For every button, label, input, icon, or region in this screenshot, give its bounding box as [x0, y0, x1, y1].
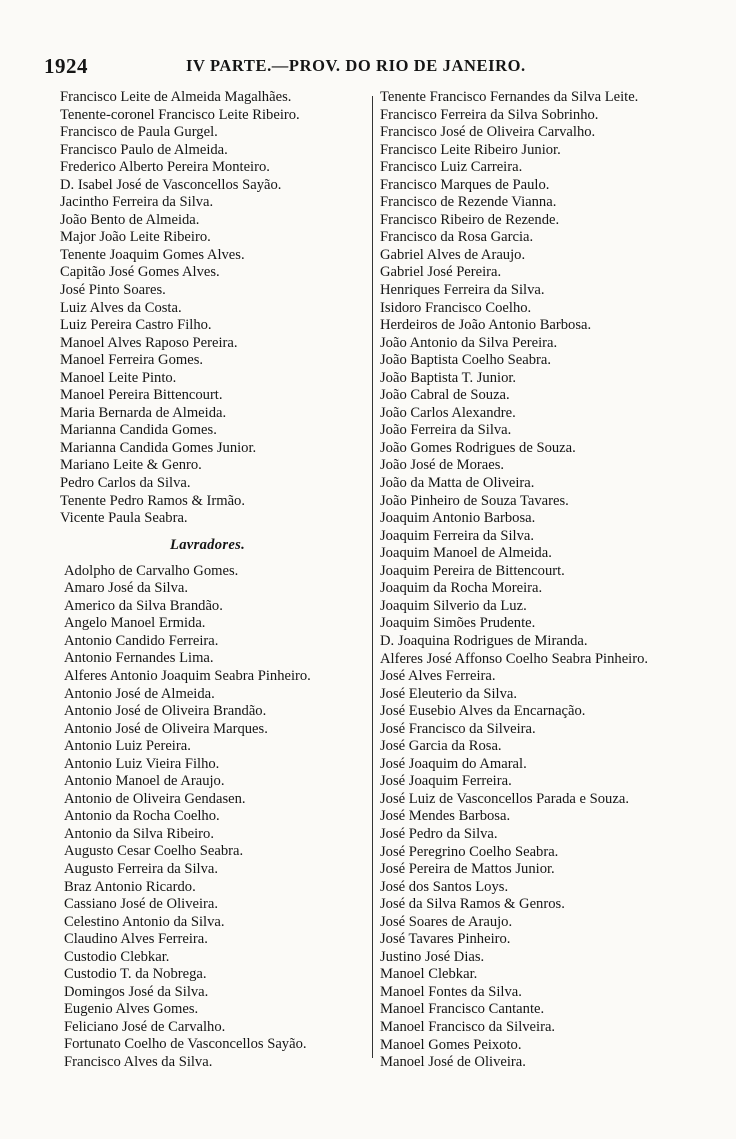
list-item: Pedro Carlos da Silva. [60, 475, 191, 492]
list-item: José Pedro da Silva. [380, 825, 498, 842]
list-item: Alferes José Affonso Coelho Seabra Pinheiro. [380, 650, 649, 667]
left-entries-bottom [60, 563, 385, 1072]
list-item: Francisco de Rezende Vianna. [380, 194, 557, 211]
list-item: Antonio José de Oliveira Brandão. [64, 703, 267, 720]
list-item: Joaquim Ferreira da Silva. [380, 527, 535, 544]
list-item: Antonio Fernandes Lima. [64, 650, 214, 667]
list-item: Francisco Luiz Carreira. [380, 159, 523, 176]
list-item: Fortunato Coelho de Vasconcellos Sayão. [64, 1036, 307, 1053]
list-item: Braz Antonio Ricardo. [64, 878, 196, 895]
list-item: Angelo Manoel Ermida. [64, 615, 206, 632]
list-item: Mariano Leite & Genro. [60, 457, 202, 474]
list-item: José Joaquim do Amaral. [380, 755, 527, 772]
list-item: Vicente Paula Seabra. [60, 510, 188, 527]
list-item: Antonio da Rocha Coelho. [64, 808, 220, 825]
list-item: Major João Leite Ribeiro. [60, 229, 211, 246]
list-item: Custodio T. da Nobrega. [64, 966, 207, 983]
list-item: Tenente Francisco Fernandes da Silva Leite. [380, 89, 639, 105]
list-item: João Carlos Alexandre. [380, 404, 516, 421]
list-item: Manoel Pereira Bittencourt. [60, 387, 223, 404]
list-item: D. Joaquina Rodrigues de Miranda. [380, 632, 588, 649]
list-item: Tenente Joaquim Gomes Alves. [60, 246, 245, 263]
list-item: Manoel Leite Pinto. [60, 369, 177, 386]
list-item: Marianna Candida Gomes Junior. [60, 439, 257, 456]
list-item: Francisco Leite Ribeiro Junior. [380, 141, 561, 158]
list-item: Americo da Silva Brandão. [64, 597, 223, 614]
list-item: Antonio José de Almeida. [64, 685, 215, 702]
list-item: José Pereira de Mattos Junior. [380, 861, 555, 878]
list-item: Manoel Alves Raposo Pereira. [60, 334, 238, 351]
list-item: Tenente Pedro Ramos & Irmão. [60, 492, 246, 509]
list-item: Manoel Gomes Peixoto. [380, 1036, 522, 1053]
list-item: Manoel Ferreira Gomes. [60, 352, 204, 369]
running-head: IV PARTE.—PROV. DO RIO DE JANEIRO. [186, 56, 526, 75]
list-item: Francisco José de Oliveira Carvalho. [380, 124, 596, 141]
list-item: João Bento de Almeida. [60, 211, 200, 228]
list-item: João Cabral de Souza. [380, 387, 510, 404]
list-item: Feliciano José de Carvalho. [64, 1018, 226, 1035]
list-item: Maria Bernarda de Almeida. [60, 404, 227, 421]
list-item: Isidoro Francisco Coelho. [380, 299, 532, 316]
list-item: João José de Moraes. [380, 457, 505, 474]
list-item: José Peregrino Coelho Seabra. [380, 843, 559, 860]
list-item: José Eusebio Alves da Encarnação. [380, 703, 586, 720]
list-item: José da Silva Ramos & Genros. [380, 896, 565, 913]
list-item: D. Isabel José de Vasconcellos Sayão. [60, 176, 282, 193]
list-item: Augusto Cesar Coelho Seabra. [64, 843, 244, 860]
list-item: Antonio da Silva Ribeiro. [64, 825, 214, 842]
list-item: Manoel José de Oliveira. [380, 1054, 526, 1071]
list-item: Custodio Clebkar. [64, 948, 170, 965]
list-item: Luiz Alves da Costa. [60, 299, 182, 316]
list-item: João Pinheiro de Souza Tavares. [380, 492, 569, 509]
left-entries-top [60, 89, 385, 528]
list-item: Antonio Manoel de Araujo. [64, 773, 225, 790]
list-item: Manoel Clebkar. [380, 966, 478, 983]
list-item: Adolpho de Carvalho Gomes. [64, 562, 239, 579]
list-item: João Gomes Rodrigues de Souza. [380, 439, 576, 456]
left-column [60, 89, 385, 1072]
list-item: Frederico Alberto Pereira Monteiro. [60, 159, 270, 176]
list-item: Joaquim da Rocha Moreira. [380, 580, 543, 597]
list-item: Herdeiros de João Antonio Barbosa. [380, 317, 592, 334]
list-item: Amaro José da Silva. [64, 580, 189, 597]
list-item: José Pinto Soares. [60, 282, 166, 299]
list-item: José Francisco da Silveira. [380, 720, 536, 737]
list-item: Justino José Dias. [380, 948, 485, 965]
list-item: Tenente-coronel Francisco Leite Ribeiro. [60, 106, 300, 123]
list-item: Joaquim Manoel de Almeida. [380, 545, 552, 562]
list-item: José Joaquim Ferreira. [380, 773, 512, 790]
list-item: José Mendes Barbosa. [380, 808, 511, 825]
list-item: Joaquim Pereira de Bittencourt. [380, 562, 565, 579]
list-item: João Antonio da Silva Pereira. [380, 334, 558, 351]
list-item: Jacintho Ferreira da Silva. [60, 194, 214, 211]
list-item: Luiz Pereira Castro Filho. [60, 317, 212, 334]
list-item: Francisco Alves da Silva. [64, 1053, 213, 1070]
list-item: Francisco Paulo de Almeida. [60, 141, 228, 158]
list-item: Alferes Antonio Joaquim Seabra Pinheiro. [64, 667, 311, 684]
list-item: José Garcia da Rosa. [380, 738, 502, 755]
right-entries [380, 89, 705, 1072]
list-item: Eugenio Alves Gomes. [64, 1001, 199, 1018]
list-item: José Soares de Araujo. [380, 913, 513, 930]
list-item: Antonio Luiz Vieira Filho. [64, 755, 220, 772]
list-item: José Luiz de Vasconcellos Parada e Souza. [380, 790, 629, 807]
list-item: Claudino Alves Ferreira. [64, 931, 208, 948]
list-item: Celestino Antonio da Silva. [64, 913, 225, 930]
right-column [380, 89, 705, 1072]
section-heading-lavradores: Lavradores. [170, 536, 246, 553]
list-item: Domingos José da Silva. [64, 983, 209, 1000]
list-item: Augusto Ferreira da Silva. [64, 860, 219, 877]
list-item: João da Matta de Oliveira. [380, 475, 535, 492]
list-item: Joaquim Antonio Barbosa. [380, 510, 536, 527]
list-item: Gabriel Alves de Araujo. [380, 246, 526, 263]
list-item: Antonio Candido Ferreira. [64, 632, 219, 649]
list-item: Francisco Ribeiro de Rezende. [380, 211, 560, 228]
list-item: Francisco Ferreira da Silva Sobrinho. [380, 106, 599, 123]
list-item: Antonio José de Oliveira Marques. [64, 720, 268, 737]
list-item: Francisco de Paula Gurgel. [60, 124, 218, 141]
list-item: José Alves Ferreira. [380, 668, 496, 685]
list-item: Henriques Ferreira da Silva. [380, 282, 545, 299]
list-item: Cassiano José de Oliveira. [64, 896, 219, 913]
list-item: Marianna Candida Gomes. [60, 422, 217, 439]
list-item: José dos Santos Loys. [380, 878, 509, 895]
list-item: Manoel Francisco Cantante. [380, 1001, 545, 1018]
list-item: Francisco Leite de Almeida Magalhães. [60, 89, 292, 105]
list-item: Manoel Fontes da Silva. [380, 983, 522, 1000]
list-item: Capitão José Gomes Alves. [60, 264, 220, 281]
list-item: José Eleuterio da Silva. [380, 685, 517, 702]
list-item: João Ferreira da Silva. [380, 422, 512, 439]
list-item: Antonio Luiz Pereira. [64, 738, 191, 755]
page-number: 1924 [44, 54, 88, 78]
list-item: Joaquim Silverio da Luz. [380, 597, 527, 614]
list-item: João Baptista Coelho Seabra. [380, 352, 552, 369]
list-item: Francisco Marques de Paulo. [380, 176, 550, 193]
list-item: João Baptista T. Junior. [380, 369, 517, 386]
list-item: Manoel Francisco da Silveira. [380, 1018, 556, 1035]
list-item: Joaquim Simões Prudente. [380, 615, 536, 632]
list-item: Francisco da Rosa Garcia. [380, 229, 534, 246]
list-item: José Tavares Pinheiro. [380, 931, 511, 948]
list-item: Antonio de Oliveira Gendasen. [64, 790, 246, 807]
list-item: Gabriel José Pereira. [380, 264, 502, 281]
